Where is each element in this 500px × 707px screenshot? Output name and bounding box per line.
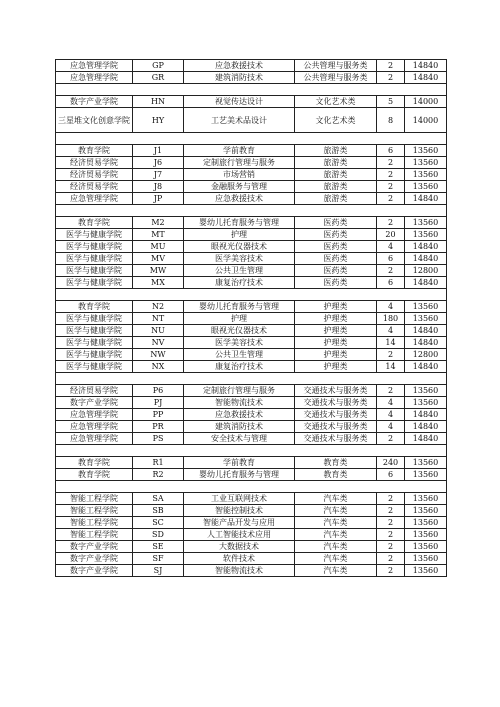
plan-count-cell: 2 <box>377 72 405 84</box>
fee-cell: 13560 <box>405 397 447 409</box>
code-cell: MT <box>133 229 184 241</box>
fee-cell: 13560 <box>405 169 447 181</box>
category-cell: 交通技术与服务类 <box>295 385 377 397</box>
college-cell: 应急管理学院 <box>56 409 133 421</box>
table-row <box>56 349 447 361</box>
plan-count-cell: 2 <box>377 433 405 445</box>
code-cell: SB <box>133 505 184 517</box>
category-cell: 汽车类 <box>295 517 377 529</box>
separator-cell <box>56 133 447 145</box>
code-cell: R1 <box>133 457 184 469</box>
major-cell: 婴幼儿托育服务与管理 <box>184 301 295 313</box>
code-cell: GR <box>133 72 184 84</box>
table-row <box>56 108 447 133</box>
separator-cell <box>56 373 447 385</box>
code-cell: NW <box>133 349 184 361</box>
major-cell: 康复治疗技术 <box>184 277 295 289</box>
fee-cell: 14840 <box>405 241 447 253</box>
fee-cell: 13560 <box>405 493 447 505</box>
table-row <box>56 169 447 181</box>
major-cell: 婴幼儿托育服务与管理 <box>184 469 295 481</box>
plan-count-cell: 20 <box>377 229 405 241</box>
code-cell: MW <box>133 265 184 277</box>
category-cell: 医药类 <box>295 277 377 289</box>
code-cell: R2 <box>133 469 184 481</box>
college-cell: 应急管理学院 <box>56 193 133 205</box>
category-cell: 汽车类 <box>295 493 377 505</box>
major-cell: 工业互联网技术 <box>184 493 295 505</box>
code-cell: M2 <box>133 217 184 229</box>
fee-cell: 14840 <box>405 433 447 445</box>
category-cell: 旅游类 <box>295 193 377 205</box>
college-cell: 智能工程学院 <box>56 493 133 505</box>
category-cell: 医药类 <box>295 241 377 253</box>
fee-cell: 14000 <box>405 108 447 133</box>
plan-count-cell: 6 <box>377 253 405 265</box>
category-cell: 旅游类 <box>295 157 377 169</box>
code-cell: SE <box>133 541 184 553</box>
plan-count-cell: 4 <box>377 301 405 313</box>
separator-cell <box>56 289 447 301</box>
separator-row <box>56 373 447 385</box>
plan-count-cell: 14 <box>377 361 405 373</box>
fee-cell: 13560 <box>405 469 447 481</box>
college-cell: 教育学院 <box>56 457 133 469</box>
category-cell: 汽车类 <box>295 529 377 541</box>
plan-count-cell: 8 <box>377 108 405 133</box>
fee-cell: 14840 <box>405 337 447 349</box>
fee-cell: 13560 <box>405 505 447 517</box>
enrollment-table <box>55 59 447 577</box>
plan-count-cell: 2 <box>377 505 405 517</box>
plan-count-cell: 2 <box>377 60 405 72</box>
major-cell: 安全技术与管理 <box>184 433 295 445</box>
major-cell: 护理 <box>184 229 295 241</box>
major-cell: 人工智能技术应用 <box>184 529 295 541</box>
code-cell: PP <box>133 409 184 421</box>
major-cell: 学前教育 <box>184 145 295 157</box>
table-row <box>56 553 447 565</box>
table-row <box>56 469 447 481</box>
table-row <box>56 493 447 505</box>
code-cell: J6 <box>133 157 184 169</box>
fee-cell: 13560 <box>405 157 447 169</box>
major-cell: 智能物流技术 <box>184 397 295 409</box>
plan-count-cell: 2 <box>377 157 405 169</box>
table-row <box>56 301 447 313</box>
category-cell: 护理类 <box>295 361 377 373</box>
college-cell: 医学与健康学院 <box>56 325 133 337</box>
major-cell: 护理 <box>184 313 295 325</box>
fee-cell: 13560 <box>405 181 447 193</box>
fee-cell: 12800 <box>405 265 447 277</box>
separator-cell <box>56 205 447 217</box>
college-cell: 教育学院 <box>56 145 133 157</box>
code-cell: PS <box>133 433 184 445</box>
college-cell: 经济贸易学院 <box>56 157 133 169</box>
major-cell: 应急救援技术 <box>184 409 295 421</box>
category-cell: 公共管理与服务类 <box>295 60 377 72</box>
college-cell: 经济贸易学院 <box>56 181 133 193</box>
category-cell: 交通技术与服务类 <box>295 397 377 409</box>
category-cell: 护理类 <box>295 301 377 313</box>
fee-cell: 14840 <box>405 421 447 433</box>
plan-count-cell: 2 <box>377 517 405 529</box>
plan-count-cell: 2 <box>377 193 405 205</box>
plan-count-cell: 2 <box>377 565 405 577</box>
table-row <box>56 253 447 265</box>
plan-count-cell: 4 <box>377 421 405 433</box>
separator-row <box>56 84 447 96</box>
major-cell: 建筑消防技术 <box>184 72 295 84</box>
college-cell: 医学与健康学院 <box>56 277 133 289</box>
code-cell: SF <box>133 553 184 565</box>
separator-row <box>56 289 447 301</box>
plan-count-cell: 2 <box>377 541 405 553</box>
college-cell: 智能工程学院 <box>56 517 133 529</box>
table-row <box>56 157 447 169</box>
fee-cell: 14840 <box>405 72 447 84</box>
table-row <box>56 397 447 409</box>
college-cell: 应急管理学院 <box>56 433 133 445</box>
table-row <box>56 517 447 529</box>
table-row <box>56 145 447 157</box>
plan-count-cell: 240 <box>377 457 405 469</box>
fee-cell: 14840 <box>405 361 447 373</box>
table-row <box>56 60 447 72</box>
table-row <box>56 541 447 553</box>
major-cell: 视觉传达设计 <box>184 96 295 108</box>
table-row <box>56 433 447 445</box>
fee-cell: 14840 <box>405 409 447 421</box>
major-cell: 市场营销 <box>184 169 295 181</box>
separator-row <box>56 445 447 457</box>
fee-cell: 13560 <box>405 313 447 325</box>
plan-count-cell: 2 <box>377 385 405 397</box>
code-cell: MX <box>133 277 184 289</box>
fee-cell: 13560 <box>405 517 447 529</box>
plan-count-cell: 4 <box>377 397 405 409</box>
category-cell: 文化艺术类 <box>295 96 377 108</box>
separator-row <box>56 481 447 493</box>
separator-row <box>56 133 447 145</box>
major-cell: 定制旅行管理与服务 <box>184 157 295 169</box>
category-cell: 公共管理与服务类 <box>295 72 377 84</box>
college-cell: 数字产业学院 <box>56 541 133 553</box>
fee-cell: 14840 <box>405 277 447 289</box>
code-cell: NT <box>133 313 184 325</box>
plan-count-cell: 14 <box>377 337 405 349</box>
category-cell: 汽车类 <box>295 505 377 517</box>
plan-count-cell: 2 <box>377 217 405 229</box>
code-cell: JP <box>133 193 184 205</box>
code-cell: N2 <box>133 301 184 313</box>
category-cell: 医药类 <box>295 265 377 277</box>
code-cell: NU <box>133 325 184 337</box>
fee-cell: 13560 <box>405 529 447 541</box>
college-cell: 医学与健康学院 <box>56 229 133 241</box>
code-cell: J8 <box>133 181 184 193</box>
table-row <box>56 313 447 325</box>
table-row <box>56 181 447 193</box>
college-cell: 教育学院 <box>56 301 133 313</box>
table-row <box>56 457 447 469</box>
college-cell: 医学与健康学院 <box>56 361 133 373</box>
fee-cell: 13560 <box>405 565 447 577</box>
major-cell: 定制旅行管理与服务 <box>184 385 295 397</box>
major-cell: 智能产品开发与应用 <box>184 517 295 529</box>
major-cell: 婴幼儿托育服务与管理 <box>184 217 295 229</box>
category-cell: 交通技术与服务类 <box>295 421 377 433</box>
category-cell: 文化艺术类 <box>295 108 377 133</box>
plan-count-cell: 6 <box>377 469 405 481</box>
college-cell: 经济贸易学院 <box>56 385 133 397</box>
code-cell: NV <box>133 337 184 349</box>
major-cell: 眼视光仪器技术 <box>184 241 295 253</box>
major-cell: 公共卫生管理 <box>184 265 295 277</box>
major-cell: 工艺美术品设计 <box>184 108 295 133</box>
college-cell: 智能工程学院 <box>56 505 133 517</box>
fee-cell: 13560 <box>405 541 447 553</box>
category-cell: 医药类 <box>295 229 377 241</box>
college-cell: 经济贸易学院 <box>56 169 133 181</box>
plan-count-cell: 4 <box>377 241 405 253</box>
major-cell: 应急救援技术 <box>184 60 295 72</box>
major-cell: 应急救援技术 <box>184 193 295 205</box>
code-cell: SA <box>133 493 184 505</box>
category-cell: 护理类 <box>295 325 377 337</box>
fee-cell: 14840 <box>405 325 447 337</box>
category-cell: 交通技术与服务类 <box>295 433 377 445</box>
plan-count-cell: 6 <box>377 277 405 289</box>
college-cell: 应急管理学院 <box>56 421 133 433</box>
fee-cell: 12800 <box>405 349 447 361</box>
category-cell: 旅游类 <box>295 181 377 193</box>
major-cell: 医学美容技术 <box>184 253 295 265</box>
code-cell: SJ <box>133 565 184 577</box>
table-row <box>56 325 447 337</box>
college-cell: 医学与健康学院 <box>56 265 133 277</box>
college-cell: 数字产业学院 <box>56 565 133 577</box>
plan-count-cell: 2 <box>377 529 405 541</box>
code-cell: SD <box>133 529 184 541</box>
fee-cell: 13560 <box>405 217 447 229</box>
major-cell: 智能物流技术 <box>184 565 295 577</box>
fee-cell: 13560 <box>405 145 447 157</box>
fee-cell: 13560 <box>405 385 447 397</box>
table-row <box>56 193 447 205</box>
table-row <box>56 277 447 289</box>
category-cell: 医药类 <box>295 217 377 229</box>
college-cell: 医学与健康学院 <box>56 313 133 325</box>
code-cell: J7 <box>133 169 184 181</box>
plan-count-cell: 180 <box>377 313 405 325</box>
separator-row <box>56 205 447 217</box>
separator-cell <box>56 84 447 96</box>
fee-cell: 14840 <box>405 193 447 205</box>
table-row <box>56 337 447 349</box>
plan-count-cell: 2 <box>377 493 405 505</box>
category-cell: 医药类 <box>295 253 377 265</box>
college-cell: 教育学院 <box>56 469 133 481</box>
table-row <box>56 409 447 421</box>
category-cell: 教育类 <box>295 469 377 481</box>
plan-count-cell: 6 <box>377 145 405 157</box>
code-cell: HN <box>133 96 184 108</box>
table-row <box>56 241 447 253</box>
category-cell: 交通技术与服务类 <box>295 409 377 421</box>
major-cell: 医学美容技术 <box>184 337 295 349</box>
plan-count-cell: 2 <box>377 553 405 565</box>
college-cell: 三星堆文化创意学院 <box>56 108 133 133</box>
major-cell: 康复治疗技术 <box>184 361 295 373</box>
college-cell: 数字产业学院 <box>56 553 133 565</box>
plan-count-cell: 2 <box>377 265 405 277</box>
college-cell: 医学与健康学院 <box>56 253 133 265</box>
table-row <box>56 529 447 541</box>
major-cell: 建筑消防技术 <box>184 421 295 433</box>
major-cell: 学前教育 <box>184 457 295 469</box>
college-cell: 医学与健康学院 <box>56 337 133 349</box>
major-cell: 智能控制技术 <box>184 505 295 517</box>
college-cell: 数字产业学院 <box>56 96 133 108</box>
major-cell: 眼视光仪器技术 <box>184 325 295 337</box>
table-row <box>56 265 447 277</box>
plan-count-cell: 2 <box>377 181 405 193</box>
plan-count-cell: 2 <box>377 169 405 181</box>
table-row <box>56 565 447 577</box>
table-row <box>56 361 447 373</box>
fee-cell: 14000 <box>405 96 447 108</box>
table-row <box>56 505 447 517</box>
code-cell: J1 <box>133 145 184 157</box>
fee-cell: 13560 <box>405 457 447 469</box>
major-cell: 金融服务与管理 <box>184 181 295 193</box>
table-row <box>56 421 447 433</box>
code-cell: PJ <box>133 397 184 409</box>
code-cell: NX <box>133 361 184 373</box>
code-cell: GP <box>133 60 184 72</box>
fee-cell: 14840 <box>405 60 447 72</box>
major-cell: 大数据技术 <box>184 541 295 553</box>
category-cell: 护理类 <box>295 349 377 361</box>
table-row <box>56 217 447 229</box>
table-row <box>56 72 447 84</box>
plan-count-cell: 2 <box>377 349 405 361</box>
separator-cell <box>56 445 447 457</box>
college-cell: 医学与健康学院 <box>56 349 133 361</box>
college-cell: 数字产业学院 <box>56 397 133 409</box>
college-cell: 教育学院 <box>56 217 133 229</box>
fee-cell: 14840 <box>405 253 447 265</box>
table-row <box>56 229 447 241</box>
code-cell: MU <box>133 241 184 253</box>
category-cell: 汽车类 <box>295 541 377 553</box>
category-cell: 教育类 <box>295 457 377 469</box>
category-cell: 汽车类 <box>295 565 377 577</box>
category-cell: 护理类 <box>295 313 377 325</box>
code-cell: HY <box>133 108 184 133</box>
plan-count-cell: 4 <box>377 325 405 337</box>
category-cell: 旅游类 <box>295 169 377 181</box>
fee-cell: 13560 <box>405 553 447 565</box>
category-cell: 旅游类 <box>295 145 377 157</box>
plan-count-cell: 5 <box>377 96 405 108</box>
table-row <box>56 96 447 108</box>
code-cell: P6 <box>133 385 184 397</box>
college-cell: 智能工程学院 <box>56 529 133 541</box>
category-cell: 汽车类 <box>295 553 377 565</box>
fee-cell: 13560 <box>405 301 447 313</box>
college-cell: 应急管理学院 <box>56 72 133 84</box>
table-row <box>56 385 447 397</box>
code-cell: MV <box>133 253 184 265</box>
fee-cell: 13560 <box>405 229 447 241</box>
separator-cell <box>56 481 447 493</box>
major-cell: 软件技术 <box>184 553 295 565</box>
category-cell: 护理类 <box>295 337 377 349</box>
code-cell: SC <box>133 517 184 529</box>
college-cell: 医学与健康学院 <box>56 241 133 253</box>
college-cell: 应急管理学院 <box>56 60 133 72</box>
major-cell: 公共卫生管理 <box>184 349 295 361</box>
code-cell: PR <box>133 421 184 433</box>
plan-count-cell: 4 <box>377 409 405 421</box>
